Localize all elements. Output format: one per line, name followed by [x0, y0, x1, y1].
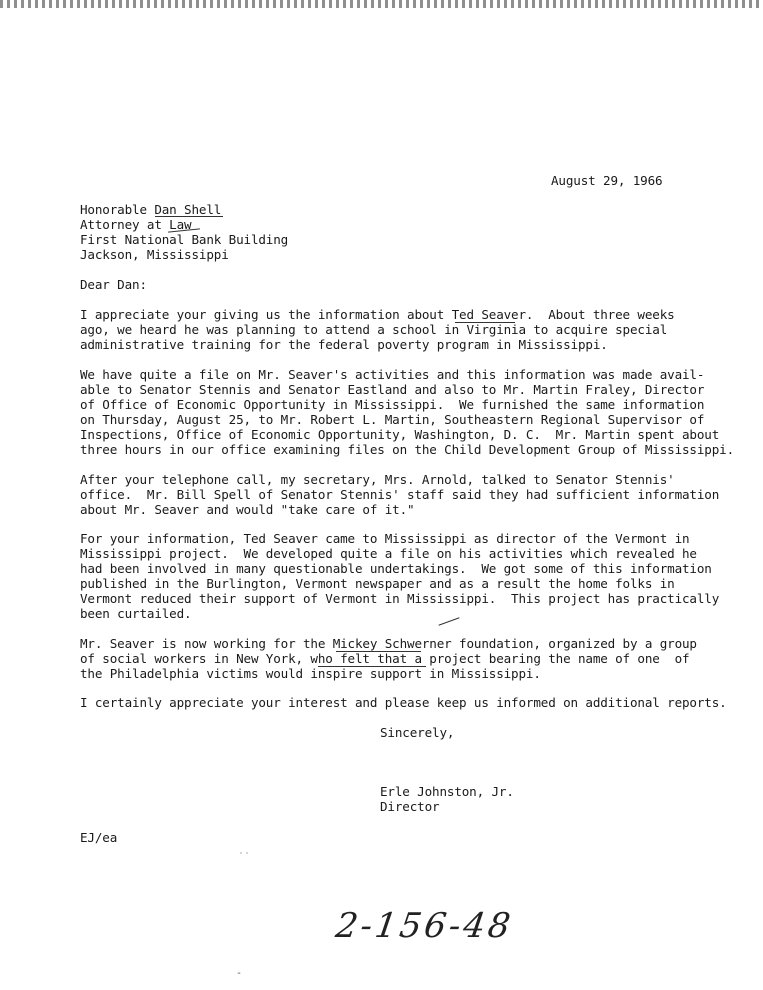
- signer-title: Director: [380, 799, 440, 814]
- body-line: about Mr. Seaver and would "take care of it.": [80, 502, 415, 517]
- body-line: the Philadelphia victims would inspire support in Mississippi.: [80, 666, 541, 681]
- closing: Sincerely,: [380, 725, 455, 740]
- body-line: I certainly appreciate your interest and please keep us informed on additional reports.: [80, 695, 727, 710]
- recipient-line: Honorable Dan Shell: [80, 202, 222, 217]
- body-paragraph: [80, 636, 740, 681]
- body-line: Vermont reduced their support of Vermont in Mississippi. This project has practically: [80, 591, 720, 606]
- body-line: I appreciate your giving us the information about Ted Seaver. About three weeks: [80, 307, 675, 322]
- scan-speck: -: [236, 968, 243, 979]
- body-line: three hours in our office examining files on the Child Development Group of Mississippi.: [80, 442, 735, 457]
- signer-name: Erle Johnston, Jr.: [380, 784, 514, 799]
- body-line: administrative training for the federal poverty program in Mississippi.: [80, 337, 608, 352]
- body-line: published in the Burlington, Vermont newspaper and as a result the home folks in: [80, 576, 675, 591]
- salutation: Dear Dan:: [80, 277, 147, 292]
- handwritten-underline: [336, 651, 421, 652]
- handwritten-underline: [455, 322, 515, 323]
- scan-speck: ˙˙: [238, 852, 251, 863]
- body-line: Mr. Seaver is now working for the Mickey Schwerner foundation, organized by a group: [80, 636, 697, 651]
- body-line: Mississippi project. We developed quite a file on his activities which revealed he: [80, 546, 697, 561]
- body-line: After your telephone call, my secretary, Mrs. Arnold, talked to Senator Stennis': [80, 472, 675, 487]
- recipient-line: Jackson, Mississippi: [80, 247, 229, 262]
- body-paragraph: [80, 531, 740, 621]
- body-paragraph: [80, 695, 740, 710]
- body-line: For your information, Ted Seaver came to Mississippi as director of the Vermont in: [80, 531, 690, 546]
- body-paragraph: [80, 472, 740, 517]
- reference-initials: EJ/ea: [80, 830, 118, 845]
- body-paragraph: [80, 367, 740, 457]
- scan-edge-marks: [0, 0, 763, 8]
- handwritten-underline: [318, 666, 426, 667]
- body-line: office. Mr. Bill Spell of Senator Stennis' staff said they had sufficient information: [80, 487, 720, 502]
- recipient-line: Attorney at Law: [80, 217, 192, 232]
- body-line: ago, we heard he was planning to attend a school in Virginia to acquire special: [80, 322, 668, 337]
- handwritten-file-number: 2-156-48: [333, 906, 516, 946]
- body-line: been curtailed.: [80, 606, 192, 621]
- body-line: We have quite a file on Mr. Seaver's activities and this information was made avail-: [80, 367, 705, 382]
- body-line: Inspections, Office of Economic Opportunity, Washington, D. C. Mr. Martin spent about: [80, 427, 720, 442]
- body-line: on Thursday, August 25, to Mr. Robert L. Martin, Southeastern Regional Supervisor of: [80, 412, 705, 427]
- handwritten-underline: [155, 216, 223, 217]
- body-line: had been involved in many questionable undertakings. We got some of this information: [80, 561, 712, 576]
- letter-date: August 29, 1966: [551, 173, 663, 188]
- body-line: able to Senator Stennis and Senator Eastland and also to Mr. Martin Fraley, Director: [80, 382, 705, 397]
- body-paragraph: [80, 307, 740, 352]
- recipient-line: First National Bank Building: [80, 232, 289, 247]
- body-line: of social workers in New York, who felt that a project bearing the name of one of: [80, 651, 690, 666]
- body-line: of Office of Economic Opportunity in Mississippi. We furnished the same information: [80, 397, 705, 412]
